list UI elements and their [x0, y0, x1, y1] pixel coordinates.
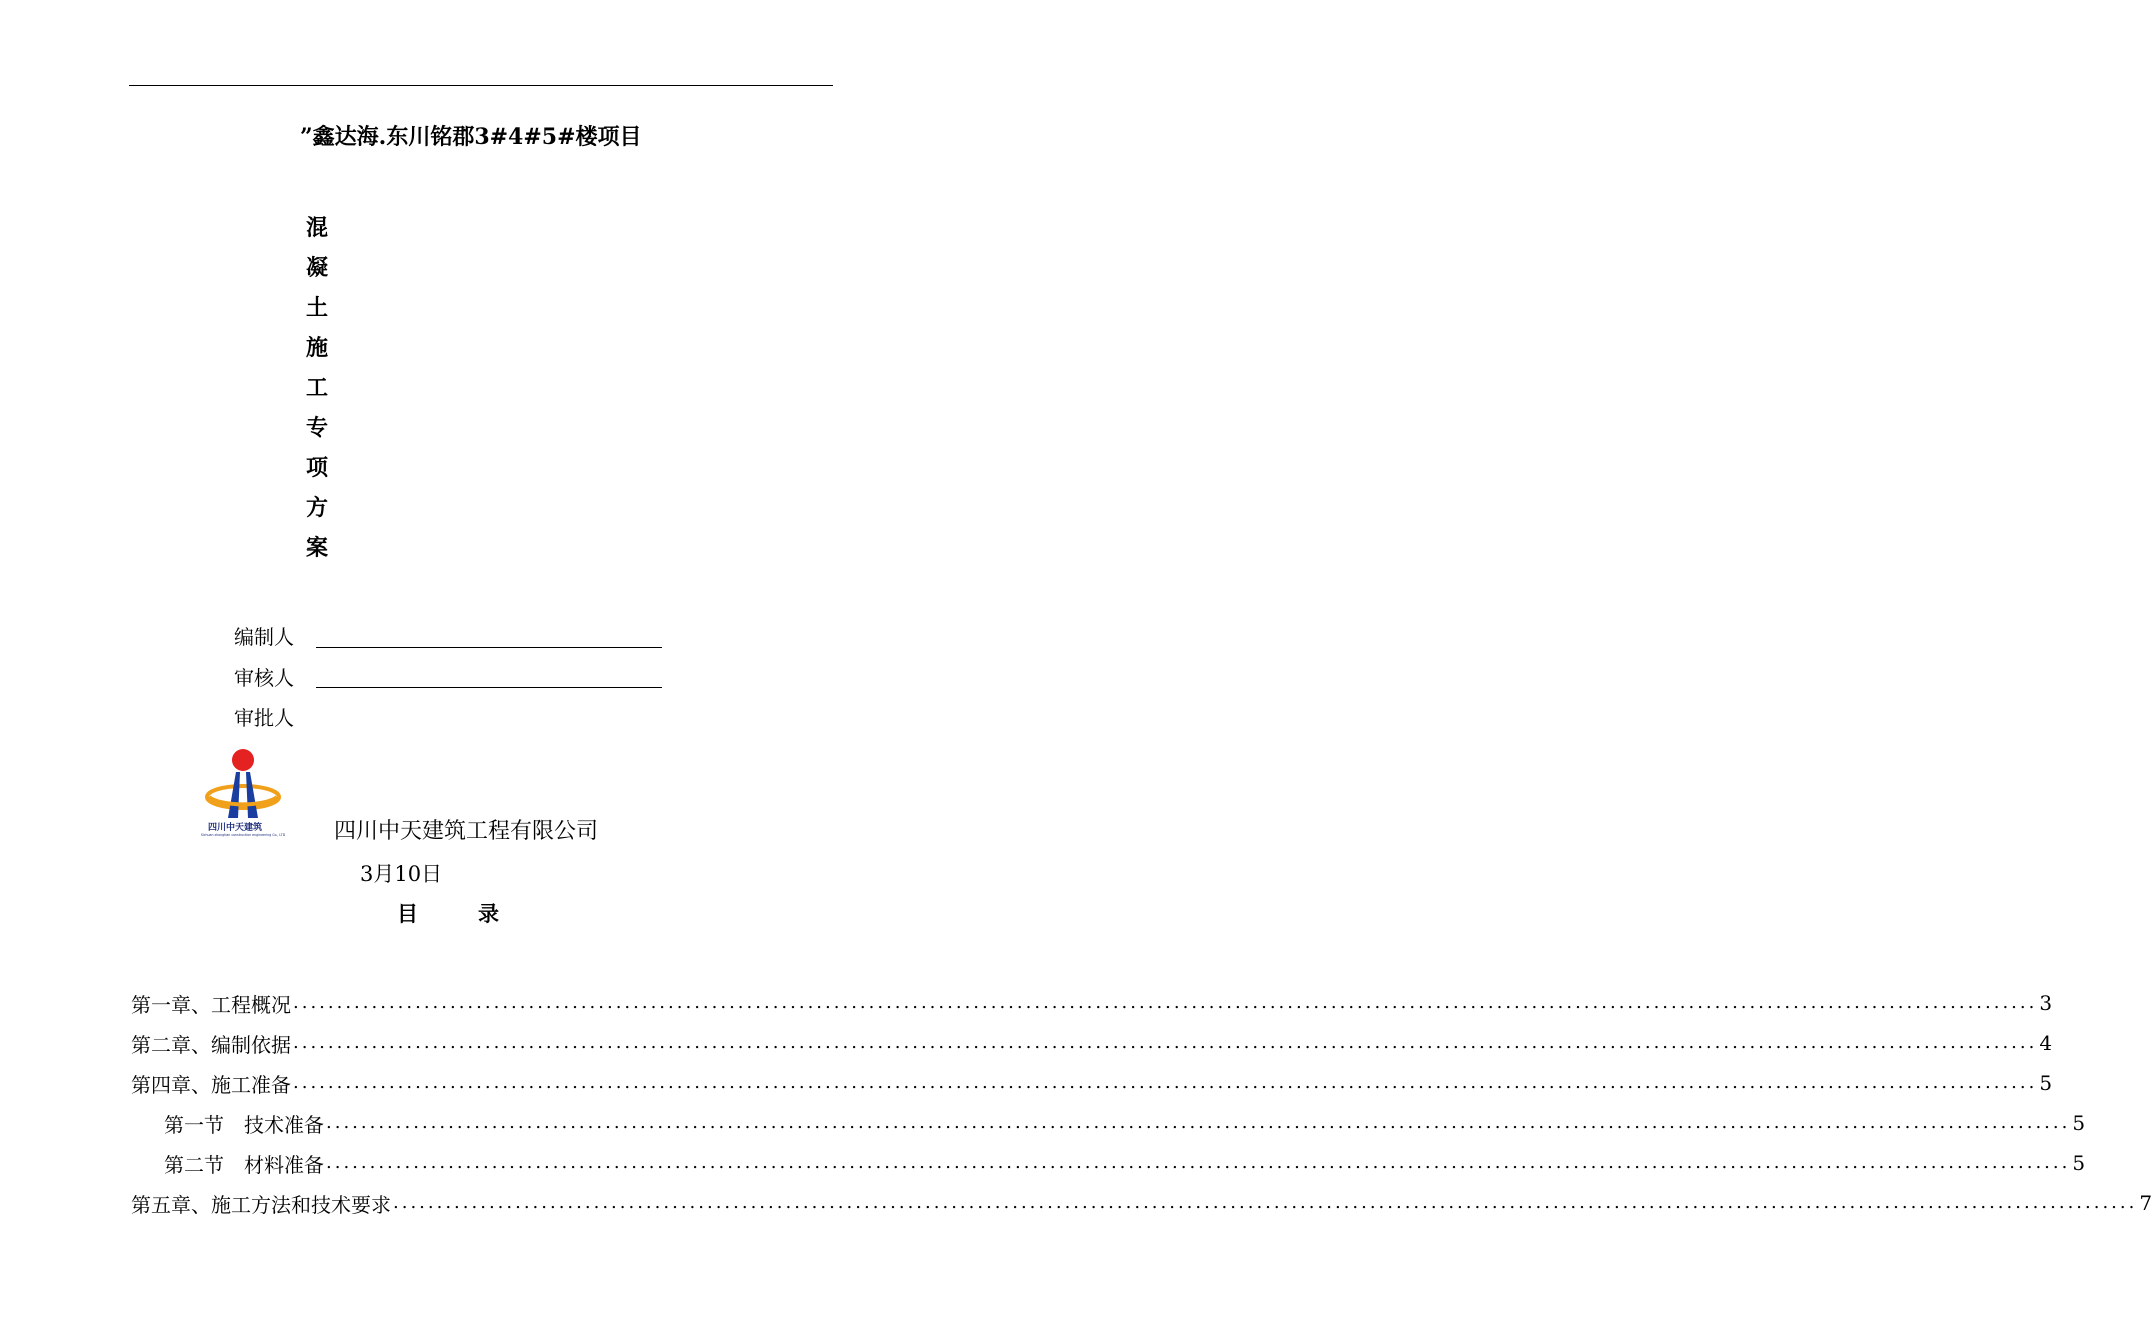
toc-entry-page: 5 — [2039, 1071, 2053, 1095]
document-title-vertical — [302, 208, 332, 568]
toc-entry[interactable] — [164, 1107, 2086, 1139]
compiler-label: 编制人 — [234, 625, 294, 649]
title-char: 专 — [305, 415, 328, 441]
toc-entry-label: 第五章、施工方法和技术要求 — [131, 1192, 391, 1217]
logo-left-pillar — [228, 772, 240, 818]
toc-heading-part: 录 — [478, 901, 499, 926]
title-char: 混 — [305, 215, 328, 241]
compiler-signature-line — [316, 647, 662, 648]
toc-entry-label: 第二章、编制依据 — [131, 1032, 291, 1057]
header-rule — [129, 85, 833, 86]
title-char: 方 — [305, 495, 328, 521]
toc-entry[interactable] — [131, 987, 2053, 1019]
toc-leader-dots: ........................................................................................................................................................................................................ — [293, 1032, 2038, 1053]
toc-entry-label: 第四章、施工准备 — [131, 1072, 291, 1097]
approver-label: 审批人 — [234, 706, 294, 730]
toc-entry-page: 4 — [2039, 1031, 2053, 1055]
title-char: 工 — [305, 375, 328, 401]
reviewer-signature-line — [316, 687, 662, 688]
toc-leader-dots: ........................................................................................................................................................................................................ — [393, 1192, 2138, 1213]
toc-entry-page: 3 — [2039, 991, 2053, 1015]
logo-name: 四川中天建筑 — [207, 823, 262, 833]
toc-leader-dots: ........................................................................................................................................................................................................ — [293, 992, 2038, 1013]
logo-ring-front — [209, 797, 277, 804]
toc-entry-label: 第二节 材料准备 — [164, 1152, 324, 1177]
toc-entry-label: 第一章、工程概况 — [131, 992, 291, 1017]
title-char: 施 — [305, 335, 328, 361]
toc-entry[interactable] — [131, 1067, 2053, 1099]
logo-right-pillar — [246, 772, 258, 818]
toc-leader-dots: ........................................................................................................................................................................................................ — [326, 1112, 2071, 1133]
toc-heading — [397, 898, 499, 928]
logo-red-sun — [232, 749, 254, 771]
document-date: 3月10日 — [360, 862, 443, 886]
toc-entry[interactable] — [164, 1147, 2086, 1179]
title-char: 凝 — [305, 255, 328, 281]
title-char: 土 — [305, 295, 328, 321]
toc-entry[interactable] — [131, 1027, 2053, 1059]
toc-entry-page: 7 — [2139, 1191, 2152, 1215]
toc-leader-dots: ........................................................................................................................................................................................................ — [293, 1072, 2038, 1093]
title-char: 案 — [305, 535, 328, 561]
project-title: ”鑫达海.东川铭郡3#4#5#楼项目 — [300, 124, 642, 150]
company-name: 四川中天建筑工程有限公司 — [334, 819, 599, 844]
logo-english-name: Sichuan zhongtian construction engineering Co., LTD — [200, 833, 286, 837]
toc-leader-dots: ........................................................................................................................................................................................................ — [326, 1152, 2071, 1173]
toc-heading-part: 目 — [397, 901, 418, 926]
toc-entry-label: 第一节 技术准备 — [164, 1112, 324, 1137]
title-char: 项 — [305, 455, 328, 481]
toc-entry-page: 5 — [2072, 1111, 2086, 1135]
toc-entry[interactable] — [131, 1187, 2152, 1219]
reviewer-label: 审核人 — [234, 666, 294, 690]
toc-entry-page: 5 — [2072, 1151, 2086, 1175]
